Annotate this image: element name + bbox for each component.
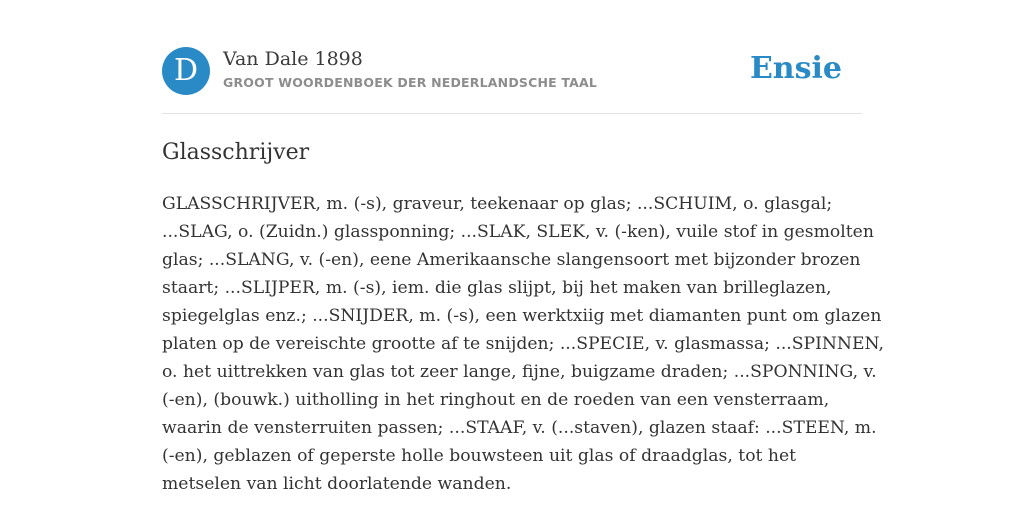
entry-title: Glasschrijver (162, 140, 310, 165)
definition-line: o. het uittrekken van glas tot zeer lange, fijne, buigzame draden; ...SPONNING, v. (162, 362, 877, 382)
definition-line: metselen van licht doorlatende wanden. (162, 474, 512, 494)
definition-line: glas; ...SLANG, v. (-en), eene Amerikaansche slangensoort met bijzonder brozen (162, 250, 861, 270)
definition-line: platen op de vereischte grootte af te snijden; ...SPECIE, v. glasmassa; ...SPINNEN, (162, 334, 884, 354)
source-header (162, 47, 862, 95)
entry-definition (162, 190, 884, 498)
definition-line: waarin de vensterruiten passen; ...STAAF, v. (...staven), glazen staaf: ...STEEN, m. (162, 418, 877, 438)
definition-line: spiegelglas enz.; ...SNIJDER, m. (-s), een werktxiig met diamanten punt om glazen (162, 306, 882, 326)
source-subtitle: GROOT WOORDENBOEK DER NEDERLANDSCHE TAAL (223, 75, 598, 90)
definition-line: (-en), geblazen of geperste holle bouwsteen uit glas of draadglas, tot het (162, 446, 797, 466)
definition-line: (-en), (bouwk.) uitholling in het ringhout en de roeden van een vensterraam, (162, 390, 830, 410)
source-title[interactable]: Van Dale 1898 (223, 48, 363, 70)
ensie-logo[interactable]: Ensie (749, 51, 842, 86)
source-avatar[interactable]: D (162, 47, 210, 95)
definition-line: GLASSCHRIJVER, m. (-s), graveur, teekenaar op glas; ...SCHUIM, o. glasgal; (162, 194, 833, 214)
header-divider (162, 113, 862, 114)
dictionary-card (162, 0, 884, 512)
definition-line: staart; ...SLIJPER, m. (-s), iem. die glas slijpt, bij het maken van brilleglazen, (162, 278, 832, 298)
definition-line: ...SLAG, o. (Zuidn.) glassponning; ...SLAK, SLEK, v. (-ken), vuile stof in gesmolten (162, 222, 874, 242)
